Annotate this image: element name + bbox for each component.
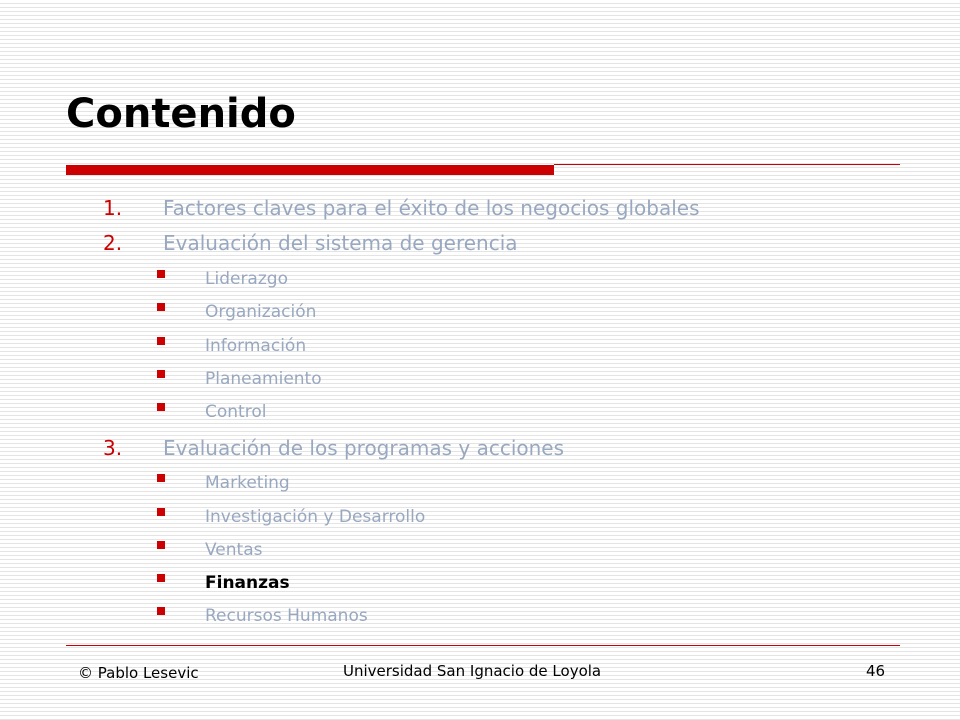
sub-item-finanzas-active [157,571,290,595]
list-item-text: Evaluación del sistema de gerencia [163,231,518,255]
footer-copyright: © Pablo Lesevic [78,664,199,682]
sub-item-investigacion [157,505,425,529]
sub-item-text: Investigación y Desarrollo [205,507,426,527]
square-bullet-icon [157,607,165,615]
square-bullet-icon [157,337,165,345]
square-bullet-icon [157,474,165,482]
list-item-3 [103,434,564,462]
footer-institution: Universidad San Ignacio de Loyola [343,662,602,680]
sub-item-text: Control [205,402,267,422]
list-item-2 [103,229,518,257]
sub-item-text: Organización [205,302,317,322]
square-bullet-icon [157,303,165,311]
list-item-1 [103,194,700,222]
sub-item-text: Planeamiento [205,369,322,389]
sub-item-marketing [157,471,290,495]
sub-item-informacion [157,334,306,358]
sub-item-planeamiento [157,367,322,391]
list-number: 2. [103,231,123,255]
square-bullet-icon [157,370,165,378]
sub-item-organizacion [157,300,316,324]
sub-item-text: Marketing [205,473,290,493]
sub-item-text: Finanzas [205,573,290,593]
sub-item-control [157,400,266,424]
sub-item-text: Información [205,336,307,356]
sub-item-liderazgo [157,267,288,291]
square-bullet-icon [157,541,165,549]
slide-title: Contenido [66,91,296,137]
footer-divider-line [66,645,900,646]
sub-item-text: Ventas [205,540,263,560]
list-number: 1. [103,196,123,220]
square-bullet-icon [157,574,165,582]
page-number: 46 [866,662,886,680]
square-bullet-icon [157,270,165,278]
sub-item-recursos-humanos [157,604,368,628]
list-item-text: Evaluación de los programas y acciones [163,436,565,460]
sub-item-text: Recursos Humanos [205,606,368,626]
square-bullet-icon [157,403,165,411]
title-divider-line [554,164,900,165]
title-accent-bar [66,165,554,175]
list-number: 3. [103,436,123,460]
sub-item-text: Liderazgo [205,269,288,289]
square-bullet-icon [157,508,165,516]
sub-item-ventas [157,538,262,562]
list-item-text: Factores claves para el éxito de los negocios globales [163,196,700,220]
